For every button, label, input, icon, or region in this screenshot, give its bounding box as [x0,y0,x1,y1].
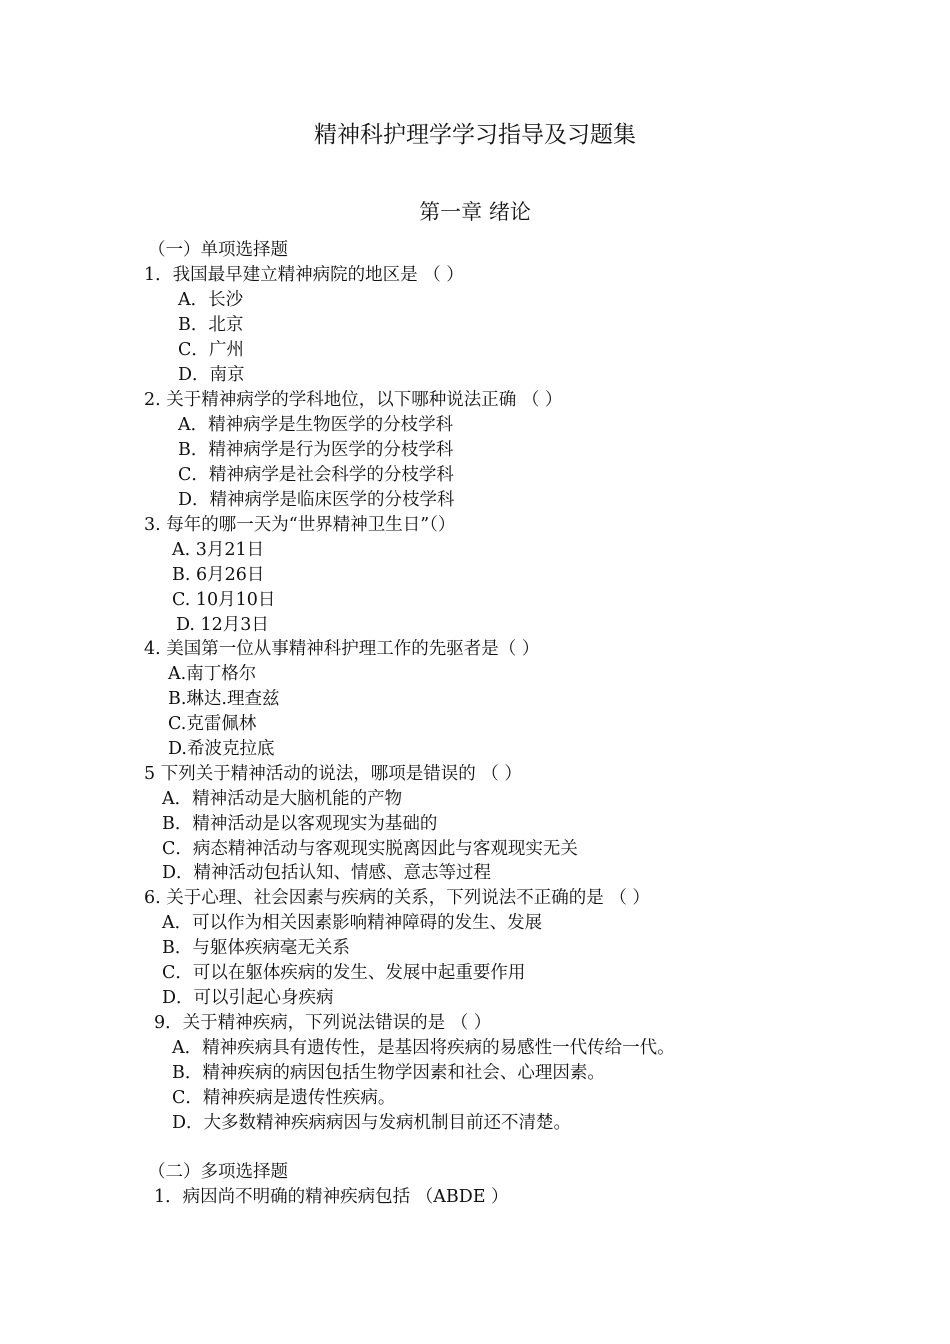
section-heading-multiple-choice: （二）多项选择题 [148,1162,288,1182]
question-2-stem: 2. 关于精神病学的学科地位，以下哪种说法正确 （ ） [144,390,563,410]
question-5-option-b: B．精神活动是以客观现实为基础的 [162,814,438,834]
question-4-option-d: D.希波克拉底 [168,739,275,759]
question-3-option-d: D. 12月3日 [176,615,269,635]
question-5-stem: 5 下列关于精神活动的说法，哪项是错误的 （ ） [144,764,522,784]
question-1-option-d: D．南京 [178,365,245,385]
question-5-option-d: D．精神活动包括认知、情感、意志等过程 [162,863,492,883]
question-2-option-c: C．精神病学是社会科学的分枝学科 [178,465,454,485]
question-9-option-b: B．精神疾病的病因包括生物学因素和社会、心理因素。 [172,1063,605,1083]
question-9-stem: 9．关于精神疾病，下列说法错误的是 （ ） [154,1013,492,1033]
question-9-option-d: D．大多数精神疾病病因与发病机制目前还不清楚。 [172,1113,572,1133]
question-1-option-a: A．长沙 [178,290,244,310]
question-6-option-b: B．与躯体疾病毫无关系 [162,938,350,958]
question-3-option-a: A. 3月21日 [172,540,265,560]
question-1-option-b: B．北京 [178,315,244,335]
question-4-option-c: C.克雷佩林 [168,714,257,734]
question-6-option-c: C．可以在躯体疾病的发生、发展中起重要作用 [162,963,526,983]
section-heading-single-choice: （一）单项选择题 [148,240,288,260]
question-1-option-c: C．广州 [178,340,244,360]
question-9-option-c: C．精神疾病是遗传性疾病。 [172,1088,396,1108]
document-title: 精神科护理学学习指导及习题集 [314,122,636,148]
question-6-stem: 6. 关于心理、社会因素与疾病的关系，下列说法不正确的是 （ ） [144,888,650,908]
multi-question-1-stem: 1．病因尚不明确的精神疾病包括 （ABDE ） [154,1187,509,1207]
question-1-stem: 1．我国最早建立精神病院的地区是 （ ） [144,265,464,285]
question-3-option-c: C. 10月10日 [172,590,276,610]
question-2-option-a: A．精神病学是生物医学的分枝学科 [178,415,454,435]
question-6-option-a: A．可以作为相关因素影响精神障碍的发生、发展 [162,913,543,933]
question-3-stem: 3. 每年的哪一天为“世界精神卫生日”（） [144,515,456,535]
question-2-option-d: D．精神病学是临床医学的分枝学科 [178,490,455,510]
chapter-heading: 第一章 绪论 [419,200,531,224]
question-9-option-a: A．精神疾病具有遗传性，是基因将疾病的易感性一代传给一代。 [172,1038,675,1058]
question-5-option-c: C．病态精神活动与客观现实脱离因此与客观现实无关 [162,839,578,859]
question-5-option-a: A．精神活动是大脑机能的产物 [162,789,403,809]
question-2-option-b: B．精神病学是行为医学的分枝学科 [178,440,454,460]
question-6-option-d: D．可以引起心身疾病 [162,988,334,1008]
question-3-option-b: B. 6月26日 [172,565,265,585]
question-4-option-a: A.南丁格尔 [168,664,257,684]
question-4-stem: 4. 美国第一位从事精神科护理工作的先驱者是（ ） [144,639,540,659]
question-4-option-b: B.琳达.理查兹 [168,689,280,709]
